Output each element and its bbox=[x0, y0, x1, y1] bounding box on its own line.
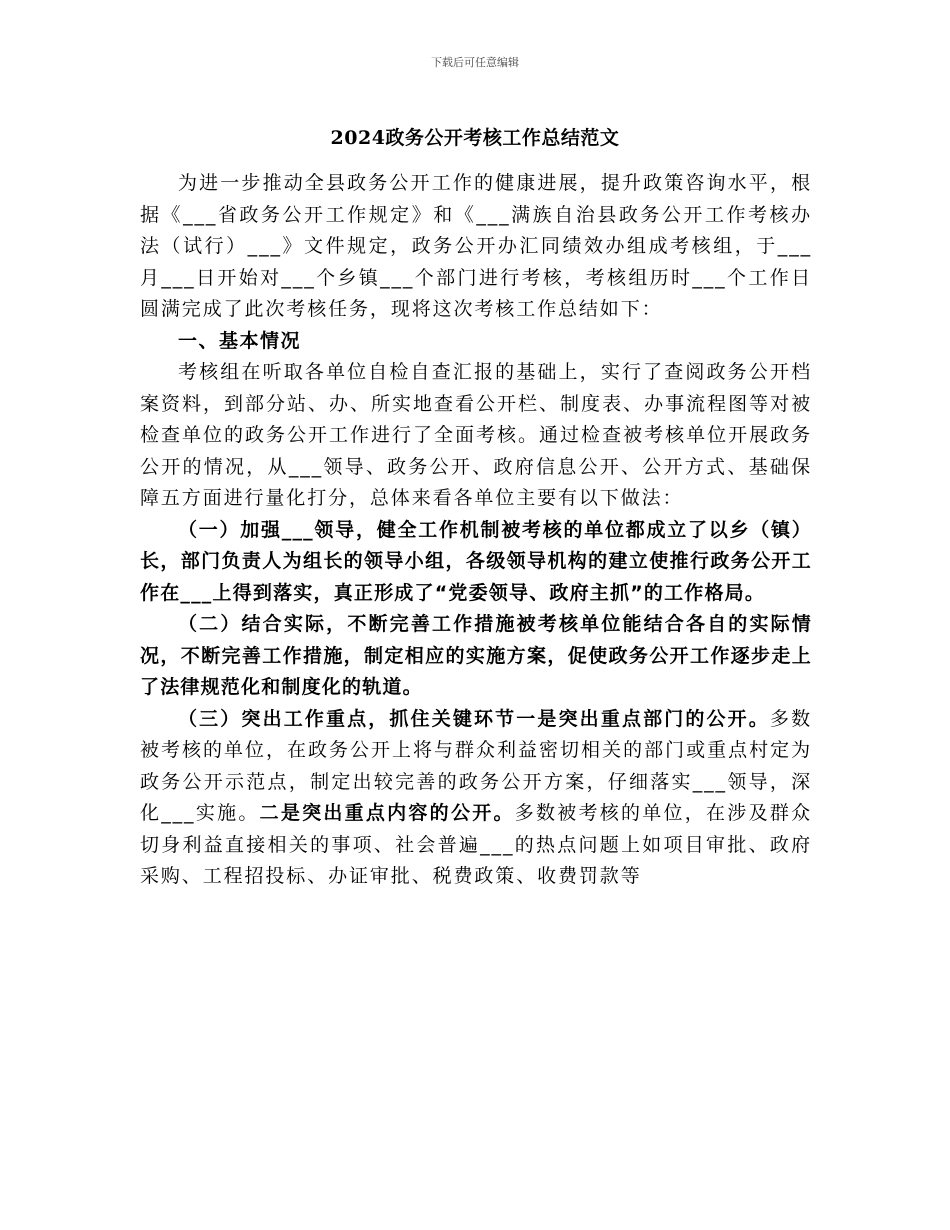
item-3-paragraph bbox=[140, 704, 812, 893]
item-3-heading: （三）突出工作重点，抓住关键环节一是突出重点部门的公开。 bbox=[178, 707, 770, 730]
item-2-paragraph: （二）结合实际，不断完善工作措施被考核单位能结合各自的实际情况，不断完善工作措施，制定相应的实施方案，促使政务公开工作逐步走上了法律规范化和制度化的轨道。 bbox=[140, 613, 812, 698]
item-3-text-a: 多数被考核的单位，在政务公开上将与群众利益密切相关的部门或重点村定为政务公开示范点，制定出较完善的政务公开方案，仔细落实___领导，深化___实施。 bbox=[140, 707, 812, 824]
document-body bbox=[140, 168, 812, 893]
item-1-paragraph: （一）加强___领导，健全工作机制被考核的单位都成立了以乡（镇）长，部门负责人为组长的领导小组，各级领导机构的建立使推行政务公开工作在___上得到落实，真正形成了“党委领导、政府主抓”的工作格局。 bbox=[140, 518, 812, 604]
document-title: 2024政务公开考核工作总结范文 bbox=[330, 127, 620, 149]
item-3-bold-b: 二是突出重点内容的公开。 bbox=[259, 802, 515, 824]
section-heading-basic-situation: 一、基本情况 bbox=[178, 329, 302, 352]
intro-paragraph: 为进一步推动全县政务公开工作的健康进展，提升政策咨询水平，根据《___省政务公开工作规定》和《___满族自治县政务公开工作考核办法（试行）___》文件规定，政务公开办汇同绩效办组成考核组，于___月___日开始对___个乡镇___个部门进行考核，考核组历时___个工作日圆满完成了此次考核任务，现将这次考核工作总结如下： bbox=[140, 172, 812, 320]
section-basic-situation-paragraph: 考核组在听取各单位自检自查汇报的基础上，实行了查阅政务公开档案资料，到部分站、办、所实地查看公开栏、制度表、办事流程图等对被检查单位的政务公开工作进行了全面考核。通过检查被考核单位开展政务公开的情况，从___领导、政务公开、政府信息公开、公开方式、基础保障五方面进行量化打分，总体来看各单位主要有以下做法： bbox=[140, 361, 812, 509]
item-3-text-c: 多数被考核的单位，在涉及群众切身利益直接相关的事项、社会普遍___的热点问题上如项目审批、政府采购、工程招投标、办证审批、税费政策、收费罚款等 bbox=[140, 802, 812, 887]
page-header-note: 下载后可任意编辑 bbox=[431, 56, 519, 69]
